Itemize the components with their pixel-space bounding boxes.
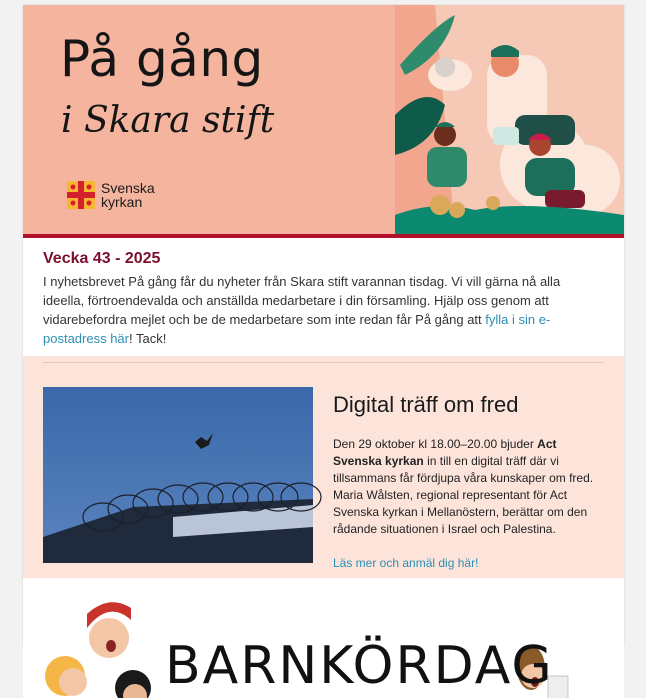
article-digital-meeting xyxy=(23,356,624,578)
header-banner xyxy=(23,5,624,234)
logo-text: Svenska kyrkan xyxy=(101,180,155,210)
section-divider xyxy=(43,362,604,363)
newsletter-title: På gång xyxy=(60,30,264,88)
article-body-start: Den 29 oktober kl 18.00–20.00 bjuder xyxy=(333,437,538,451)
newsletter-subtitle: i Skara stift xyxy=(61,100,275,141)
barbed-wire-bird-photo xyxy=(43,387,313,563)
gardening-people-illustration xyxy=(395,5,624,234)
children-choir-banner xyxy=(23,578,624,698)
article-title: Digital träff om fred xyxy=(333,392,519,417)
section-title: BARNKÖRDAG xyxy=(165,636,554,696)
article-body-bold: Act Svenska kyrkan xyxy=(333,437,557,468)
intro-text-end: ! Tack! xyxy=(129,331,167,346)
intro-text-body: I nyhetsbrevet På gång får du nyheter från Skara stift varannan tisdag. Vi vill gärna nå alla ideella, förtroendevalda och anställda medarbetare i din församling. Hjälp oss genom att vidarebefordra mejlet och be de medarbetare som inte redan får På gång att xyxy=(43,274,561,327)
cross-icon xyxy=(67,181,95,209)
article-body-rest: in till en digital träff där vi tillsammans får fördjupa våra kunskaper om fred. Maria Wålsten, regional representant för Act Svenska kyrkan i Mellanöstern, berättar om den rådande situationen i Israel och Palestina. xyxy=(333,454,594,536)
week-heading: Vecka 43 - 2025 xyxy=(43,250,161,267)
newsletter xyxy=(23,5,624,696)
read-more-link[interactable]: Läs mer och anmäl dig här! xyxy=(333,556,479,570)
article-body xyxy=(333,436,603,538)
intro-text xyxy=(43,272,604,348)
email-signup-link[interactable]: fylla i sin e-postadress här xyxy=(43,312,551,346)
svenska-kyrkan-logo xyxy=(67,181,181,209)
intro-section xyxy=(23,238,624,356)
